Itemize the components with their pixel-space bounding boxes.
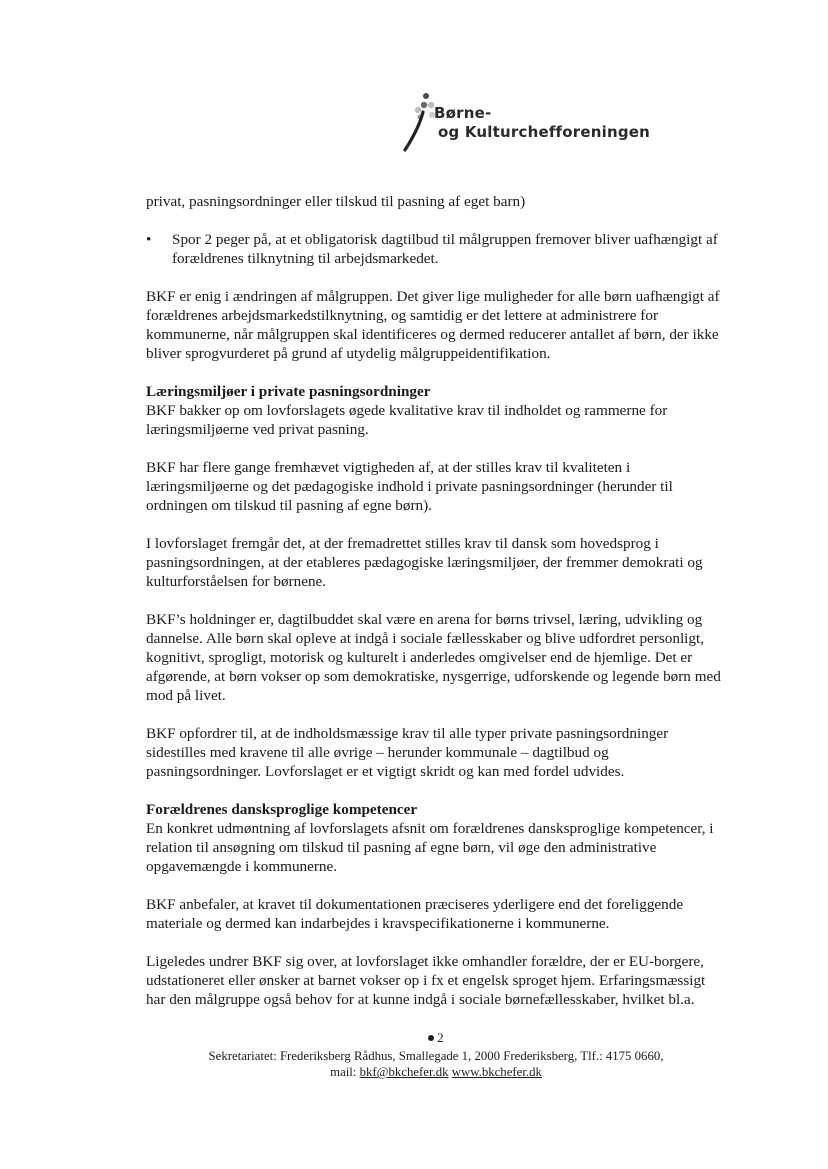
paragraph-holdninger: BKF’s holdninger er, dagtilbuddet skal være en arena for børns trivsel, læring, udvikling og dannelse. Alle børn skal opleve at indgå i sociale fællesskaber og blive udfordret personligt, kognitivt, sprogligt, motorisk og kulturelt i anderledes omgivelser end de hjemlige. Det er afgørende, at børn vokser op som demokratiske, nysgerrige, udforskende og legende børn med mod på livet. bbox=[146, 611, 721, 704]
organization-logo bbox=[400, 88, 651, 158]
section-heading-dansksproglige: Forældrenes dansksproglige kompetencer bbox=[146, 801, 418, 818]
intro-fragment: privat, pasningsordninger eller tilskud til pasning af eget barn) bbox=[146, 193, 526, 210]
secretariat-address: Sekretariatet: Frederiksberg Rådhus, Smallegade 1, 2000 Frederiksberg, Tlf.: 4175 0660, bbox=[208, 1049, 664, 1063]
logo-wordmark bbox=[434, 104, 650, 142]
paragraph-ligeledes: Ligeledes undrer BKF sig over, at lovforslaget ikke omhandler forældre, der er EU-borgere, udstationeret eller ønsker at barnet vokser op i fx et engelsk sproget hjem. Erfaringsmæssigt har den målgruppe også behov for at kunne indgå i sociale børnefællesskaber, hvilket bl.a. bbox=[146, 953, 706, 1008]
paragraph-flere: BKF har flere gange fremhævet vigtigheden af, at der stilles krav til kvaliteten i læringsmiljøerne og det pædagogiske indhold i private pasningsordninger (herunder til ordningen om tilskud til pasning af egne børn). bbox=[146, 459, 673, 514]
paragraph-anbefaler: BKF anbefaler, at kravet til dokumentationen præciseres yderligere end det foreliggende materiale og dermed kan indarbejdes i kravspecifikationerne i kommunerne. bbox=[146, 896, 684, 932]
section-heading-laeringsmiljoeer: Læringsmiljøer i private pasningsordninger bbox=[146, 383, 431, 400]
page-number-value: 2 bbox=[437, 1031, 444, 1045]
page-footer bbox=[146, 1030, 726, 1080]
letter-body bbox=[146, 192, 726, 1009]
paragraph-enig: BKF er enig i ændringen af målgruppen. Det giver lige muligheder for alle børn uafhængigt af forældrenes arbejdsmarkedstilknytning, og samtidig er det lettere at administrere for kommunerne, når målgruppen skal identificeres og dermed reducerer antallet af børn, der ikke bliver sprogvurderet på grund af utydelig målgruppeidentifikation. bbox=[146, 288, 720, 362]
mail-label: mail: bbox=[330, 1065, 357, 1079]
contact-line bbox=[146, 1064, 726, 1080]
logo-line-1: Børne- bbox=[434, 104, 492, 122]
paragraph-konkret: En konkret udmøntning af lovforslagets afsnit om forældrenes dansksproglige kompetencer, i relation til ansøgning om tilskud til pasning af egne børn, vil øge den administrative opgavemængde i kommunerne. bbox=[146, 820, 714, 875]
paragraph-lovforslaget: I lovforslaget fremgår det, at der fremadrettet stilles krav til dansk som hovedsprog i pasningsordningen, at der etableres pædagogiske læringsmiljøer, der fremmer demokrati og kulturforståelsen for børnene. bbox=[146, 535, 703, 590]
page-number bbox=[146, 1030, 726, 1046]
bullet-dot-icon: • bbox=[146, 231, 152, 248]
email-link[interactable]: bkf@bkchefer.dk bbox=[359, 1065, 449, 1079]
paragraph-opfordrer: BKF opfordrer til, at de indholdsmæssige krav til alle typer private pasningsordninger sidestilles med kravene til alle øvrige – herunder kommunale – dagtilbud og pasningsordninger. Lovforslaget er et vigtigt skridt og kan med fordel udvides. bbox=[146, 725, 669, 780]
logo-line-2: og Kulturchefforeningen bbox=[438, 123, 651, 141]
page-number-dot-icon bbox=[428, 1035, 434, 1041]
paragraph-bakker: BKF bakker op om lovforslagets øgede kvalitative krav til indholdet og rammerne for læringsmiljøerne ved privat pasning. bbox=[146, 402, 668, 438]
website-link[interactable]: www.bkchefer.dk bbox=[451, 1065, 542, 1079]
bullet-text: Spor 2 peger på, at et obligatorisk dagtilbud til målgruppen fremover bliver uafhængigt af forældrenes tilknytning til arbejdsmarkedet. bbox=[172, 231, 718, 267]
bullet-item bbox=[146, 230, 726, 268]
